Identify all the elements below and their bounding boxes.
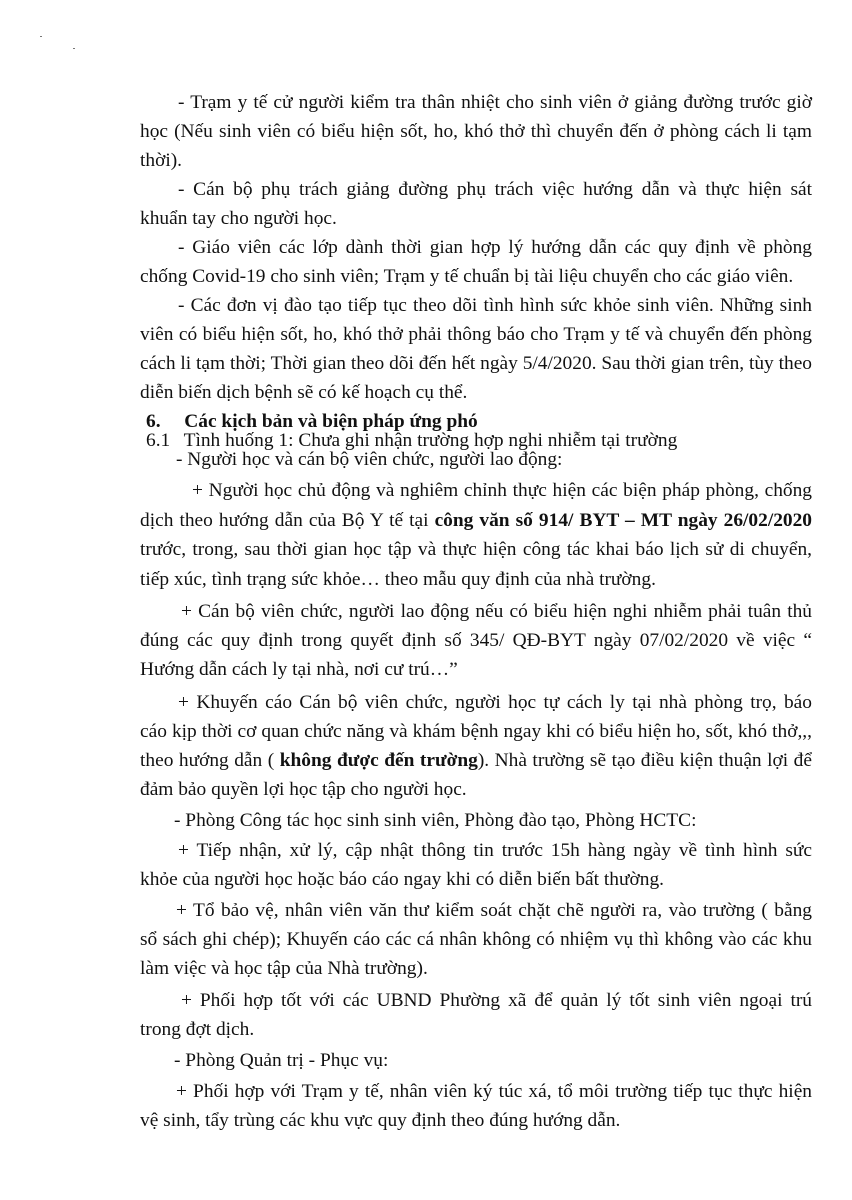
paragraph-line: + Cán bộ viên chức, người lao động nếu có biểu hiện nghi nhiễm phải tuân thủ (181, 601, 812, 622)
paragraph-line: - Phòng Quản trị - Phục vụ: (174, 1050, 389, 1071)
section-number: 6. (146, 411, 161, 432)
paragraph-line: + Phối hợp với Trạm y tế, nhân viên ký túc xá, tổ môi trường tiếp tục thực hiện (176, 1081, 812, 1102)
paragraph-line: + Khuyến cáo Cán bộ viên chức, người học tự cách ly tại nhà phòng trọ, báo (178, 692, 812, 713)
paragraph-line: khuẩn tay cho người học. (140, 208, 337, 229)
scan-speck (73, 48, 75, 49)
paragraph-line: - Trạm y tế cử người kiểm tra thân nhiệt cho sinh viên ở giảng đường trước giờ (178, 92, 812, 113)
paragraph-line: sổ sách ghi chép); Khuyến cáo các cá nhân không có nhiệm vụ thì không vào các khu (140, 929, 812, 950)
paragraph-line: đúng các quy định trong quyết định số 345/ QĐ-BYT ngày 07/02/2020 về việc “ (140, 630, 812, 651)
paragraph-line: vệ sinh, tẩy trùng các khu vực quy định theo đúng hướng dẫn. (140, 1110, 621, 1131)
paragraph-line: đảm bảo quyền lợi học tập cho người học. (140, 779, 467, 800)
scan-speck (40, 36, 42, 37)
text-run: ). Nhà trường sẽ tạo điều kiện thuận lợi để (477, 750, 812, 771)
paragraph-line: làm việc và học tập của Nhà trường). (140, 958, 428, 979)
paragraph-line: viên có biểu hiện sốt, ho, khó thở phải thông báo cho Trạm y tế và chuyển đến phòng (140, 324, 812, 345)
paragraph-line: - Người học và cán bộ viên chức, người lao động: (176, 449, 563, 470)
paragraph-line: học (Nếu sinh viên có biểu hiện sốt, ho, khó thở thì chuyển đến ở phòng cách li tạm (140, 121, 812, 142)
paragraph-line: thời). (140, 150, 183, 171)
paragraph-line: + Người học chủ động và nghiêm chỉnh thực hiện các biện pháp phòng, chống (192, 480, 812, 501)
paragraph-line: diễn biến dịch bệnh sẽ có kế hoạch cụ thể. (140, 382, 468, 403)
paragraph-line: chống Covid-19 cho sinh viên; Trạm y tế chuẩn bị tài liệu chuyển cho các giáo viên. (140, 266, 794, 287)
paragraph-line: Hướng dẫn cách ly tại nhà, nơi cư trú…” (140, 659, 458, 680)
paragraph-line: - Giáo viên các lớp dành thời gian hợp lý hướng dẫn các quy định về phòng (178, 237, 812, 258)
paragraph-line (140, 506, 812, 536)
paragraph-line: + Tiếp nhận, xử lý, cập nhật thông tin trước 15h hàng ngày về tình hình sức (178, 840, 812, 861)
paragraph-line: - Các đơn vị đào tạo tiếp tục theo dõi tình hình sức khỏe sinh viên. Những sinh (178, 295, 812, 316)
section-title: Các kịch bản và biện pháp ứng phó (184, 411, 478, 432)
paragraph-line: cách li tạm thời; Thời gian theo dõi đến hết ngày 5/4/2020. Sau thời gian trên, tùy theo (140, 353, 812, 374)
paragraph-line: tiếp xúc, tình trạng sức khỏe… theo mẫu quy định của nhà trường. (140, 569, 656, 590)
subsection-title: Tình huống 1: Chưa ghi nhận trường hợp nghi nhiễm tại trường (183, 430, 678, 451)
paragraph-line: khỏe của người học hoặc báo cáo ngay khi có diễn biến bất thường. (140, 869, 664, 890)
paragraph-line: cáo kịp thời cơ quan chức năng và khám bệnh ngay khi có biểu hiện ho, sốt, khó thở,,, (140, 721, 812, 742)
subsection-number: 6.1 (146, 430, 171, 451)
paragraph-line: + Phối hợp tốt với các UBND Phường xã để quản lý tốt sinh viên ngoại trú (181, 990, 812, 1011)
paragraph-line: trước, trong, sau thời gian học tập và thực hiện công tác khai báo lịch sử di chuyển, (140, 539, 812, 560)
text-run: dịch theo hướng dẫn của Bộ Y tế tại (140, 510, 435, 531)
paragraph-line: + Tổ bảo vệ, nhân viên văn thư kiểm soát chặt chẽ người ra, vào trường ( bằng (176, 900, 812, 921)
bold-emphasis: không được đến trường (279, 750, 478, 771)
paragraph-line: - Cán bộ phụ trách giảng đường phụ trách việc hướng dẫn và thực hiện sát (178, 179, 812, 200)
text-run: theo hướng dẫn ( (140, 750, 280, 771)
paragraph-line (140, 746, 812, 776)
paragraph-line: trong đợt dịch. (140, 1019, 255, 1040)
bold-reference: công văn số 914/ BYT – MT ngày 26/02/2020 (434, 510, 812, 531)
paragraph-line: - Phòng Công tác học sinh sinh viên, Phòng đào tạo, Phòng HCTC: (174, 810, 697, 831)
